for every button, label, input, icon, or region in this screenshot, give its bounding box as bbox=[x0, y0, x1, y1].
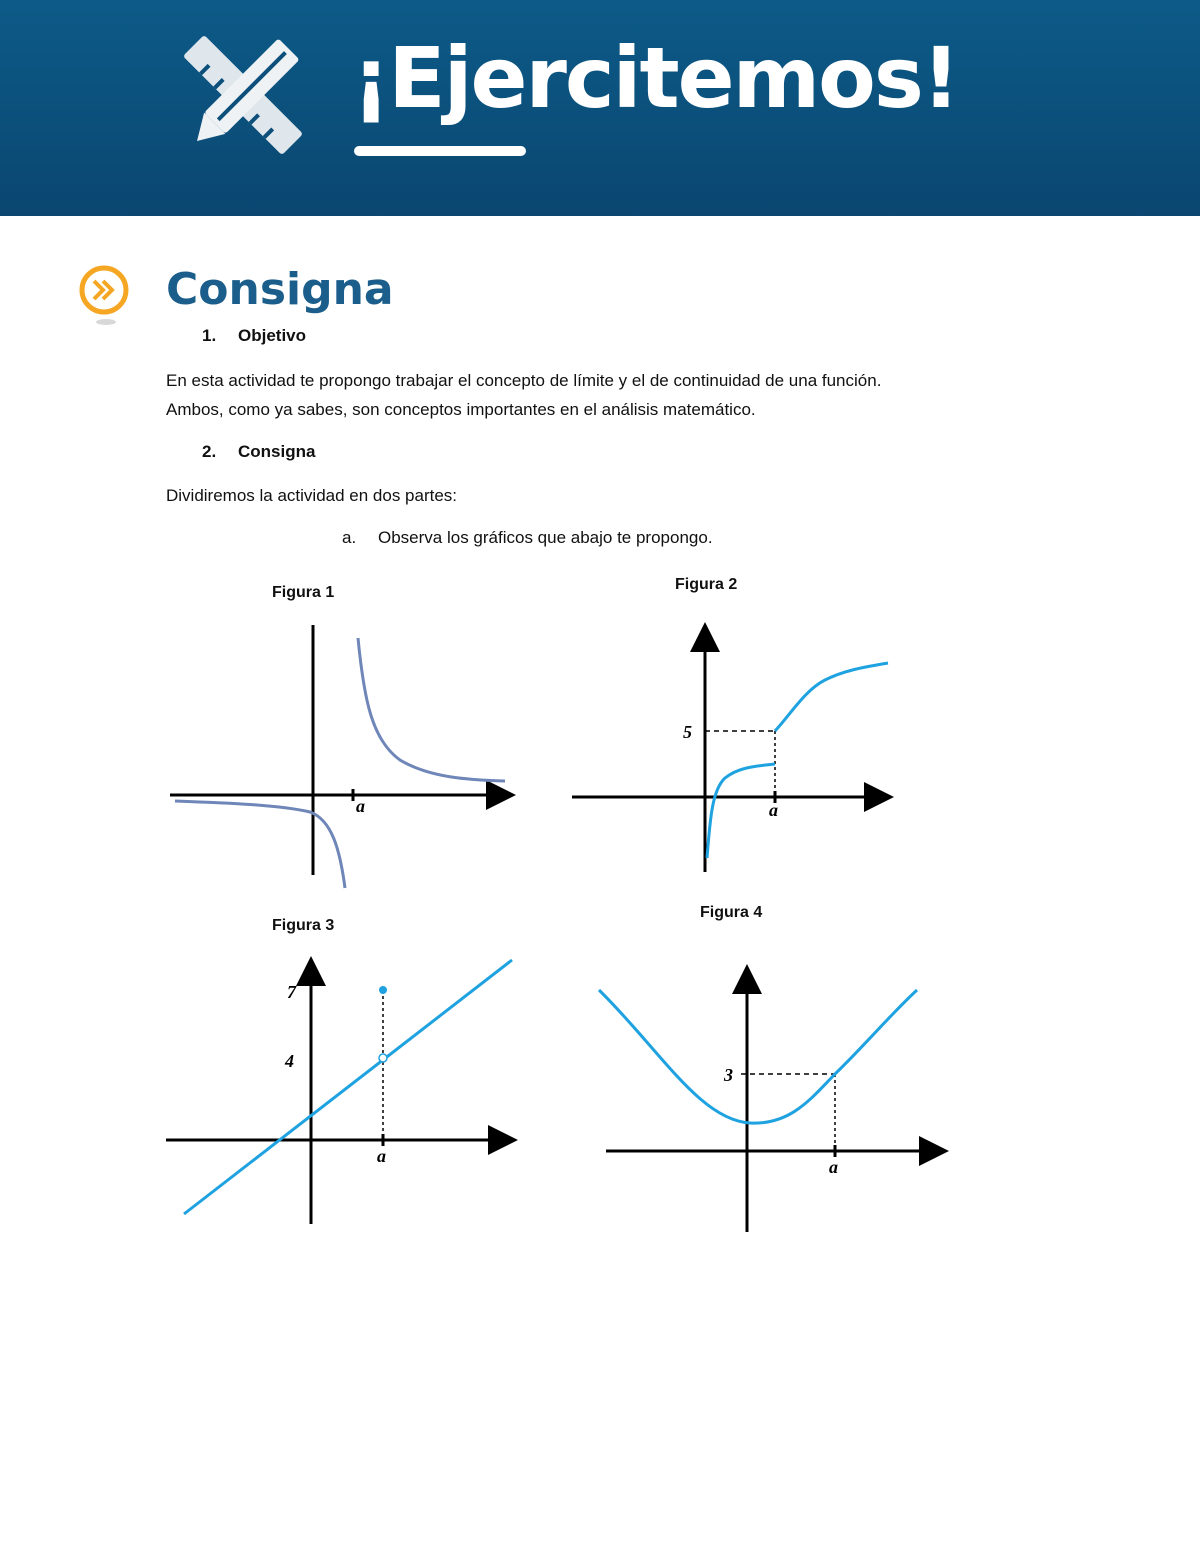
header-underline bbox=[354, 146, 526, 156]
objetivo-line-1: En esta actividad te propongo trabajar el concepto de límite y el de continuidad de una función. bbox=[166, 371, 882, 390]
axis-label-a: a bbox=[829, 1157, 838, 1177]
figure-1-label: Figura 1 bbox=[272, 584, 335, 601]
figure-4-graph bbox=[590, 960, 950, 1240]
item-number: 1. bbox=[202, 326, 217, 345]
ruler-pencil-icon bbox=[178, 30, 308, 160]
objetivo-line-2: Ambos, como ya sabes, son conceptos importantes en el análisis matemático. bbox=[166, 400, 756, 419]
y-label-4: 4 bbox=[285, 1051, 294, 1071]
item-heading: Objetivo bbox=[238, 326, 307, 345]
figure-3-graph bbox=[160, 950, 520, 1230]
y-label-7: 7 bbox=[287, 982, 296, 1002]
item-consigna bbox=[202, 441, 315, 463]
figure-2-graph bbox=[560, 615, 900, 880]
sub-item-text: Observa los gráficos que abajo te propongo. bbox=[378, 528, 713, 547]
figure-1-graph bbox=[160, 615, 520, 895]
curve-left-branch bbox=[175, 801, 345, 888]
item-number: 2. bbox=[202, 442, 217, 461]
item-heading: Consigna bbox=[238, 442, 316, 461]
y-label-3: 3 bbox=[724, 1065, 733, 1085]
sub-item-letter: a. bbox=[342, 528, 357, 547]
figure-4-label: Figura 4 bbox=[700, 904, 763, 921]
axis-label-a: a bbox=[769, 800, 778, 820]
axis-label-a: a bbox=[377, 1146, 386, 1166]
double-chevron-icon bbox=[76, 262, 136, 328]
open-point bbox=[379, 1054, 387, 1062]
filled-point bbox=[379, 986, 387, 994]
curve-lower-piece bbox=[707, 764, 775, 858]
line-function bbox=[184, 960, 512, 1214]
item-objetivo bbox=[202, 325, 306, 347]
axis-label-a: a bbox=[356, 796, 365, 816]
section-title: Consigna bbox=[166, 264, 394, 315]
parabola-curve bbox=[599, 990, 917, 1123]
figure-2-label: Figura 2 bbox=[675, 576, 738, 593]
curve-upper-piece bbox=[775, 663, 888, 731]
header-title: ¡Ejercitemos! bbox=[352, 29, 959, 127]
y-label-5: 5 bbox=[683, 722, 692, 742]
curve-right-branch bbox=[358, 638, 505, 781]
consigna-intro: Dividiremos la actividad en dos partes: bbox=[166, 486, 458, 505]
header-banner bbox=[0, 0, 1200, 216]
sub-item-a bbox=[342, 526, 713, 550]
figure-3-label: Figura 3 bbox=[272, 917, 335, 934]
